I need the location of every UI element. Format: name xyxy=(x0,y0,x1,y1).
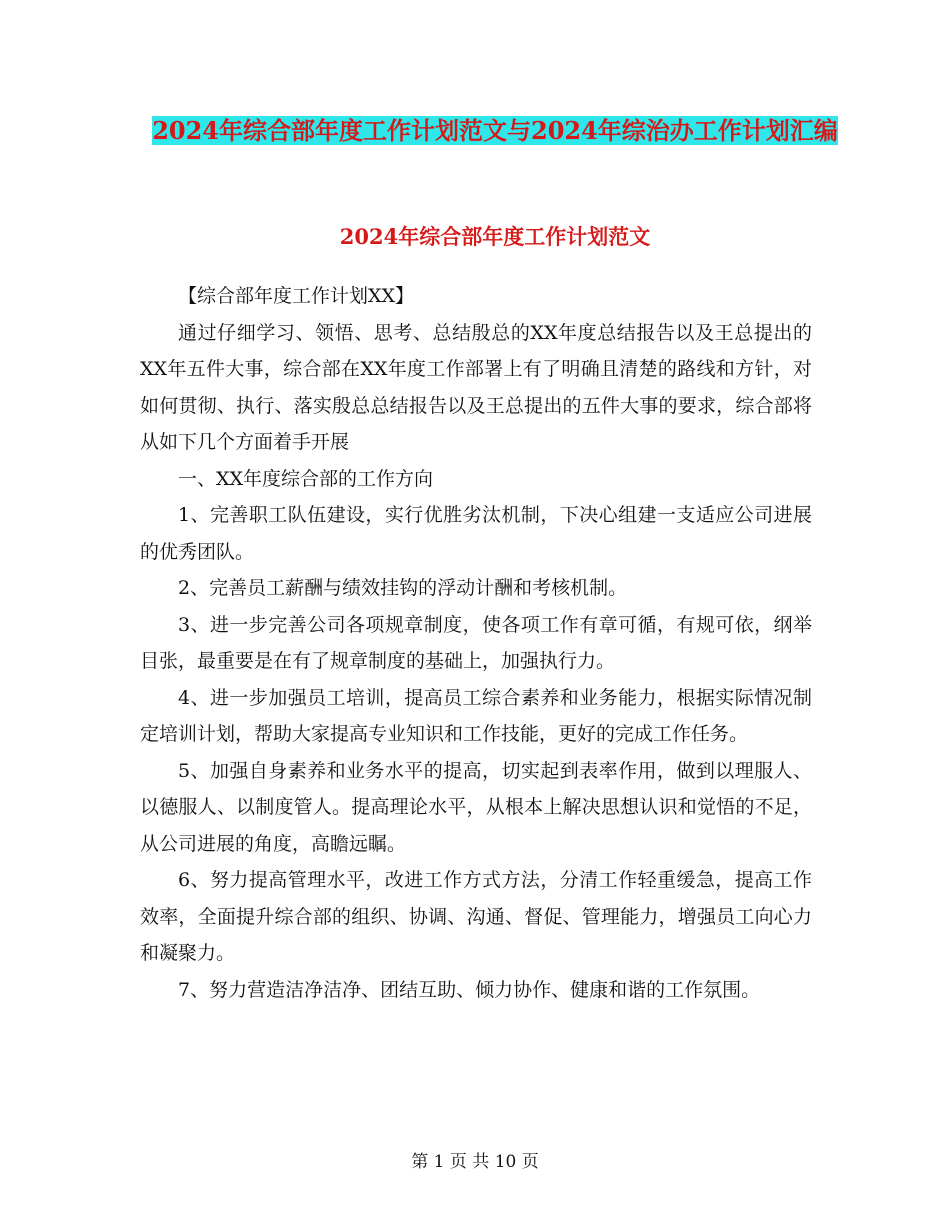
paragraph: 2、完善员工薪酬与绩效挂钩的浮动计酬和考核机制。 xyxy=(178,577,628,599)
paragraph: 3、进一步完善公司各项规章制度，使各项工作有章可循，有规可依，纲举目张，最重要是在有了规章制度的基础上，加强执行力。 xyxy=(140,613,812,672)
document-body xyxy=(140,278,812,1008)
paragraph: 4、进一步加强员工培训，提高员工综合素养和业务能力，根据实际情况制定培训计划，帮助大家提高专业知识和工作技能，更好的完成工作任务。 xyxy=(140,686,812,745)
paragraph: 7、努力营造洁净洁净、团结互助、倾力协作、健康和谐的工作氛围。 xyxy=(178,978,761,1001)
paragraph: 一、XX年度综合部的工作方向 xyxy=(178,467,434,490)
paragraph: 【综合部年度工作计划XX】 xyxy=(178,285,415,307)
paragraph: 5、加强自身素养和业务水平的提高，切实起到表率作用，做到以理服人、以德服人、以制度管人。提高理论水平，从根本上解决思想认识和觉悟的不足，从公司进展的角度，高瞻远瞩。 xyxy=(140,759,812,855)
paragraph: 通过仔细学习、领悟、思考、总结殷总的XX年度总结报告以及王总提出的XX年五件大事，综合部在XX年度工作部署上有了明确且清楚的路线和方针，对如何贯彻、执行、落实殷总总结报告以及王总提出的五件大事的要求，综合部将从如下几个方面着手开展 xyxy=(140,321,812,453)
paragraph: 1、完善职工队伍建设，实行优胜劣汰机制，下决心组建一支适应公司进展的优秀团队。 xyxy=(140,504,812,563)
document-title-text: 2024年综合部年度工作计划范文与2024年综治办工作计划汇编 xyxy=(152,116,838,145)
section-title: 2024年综合部年度工作计划范文 xyxy=(339,224,651,249)
document-title xyxy=(140,110,850,152)
page-footer: 第 1 页 共 10 页 xyxy=(411,1152,539,1172)
paragraph: 6、努力提高管理水平，改进工作方式方法，分清工作轻重缓急，提高工作效率，全面提升综合部的组织、协调、沟通、督促、管理能力，增强员工向心力和凝聚力。 xyxy=(140,869,812,964)
